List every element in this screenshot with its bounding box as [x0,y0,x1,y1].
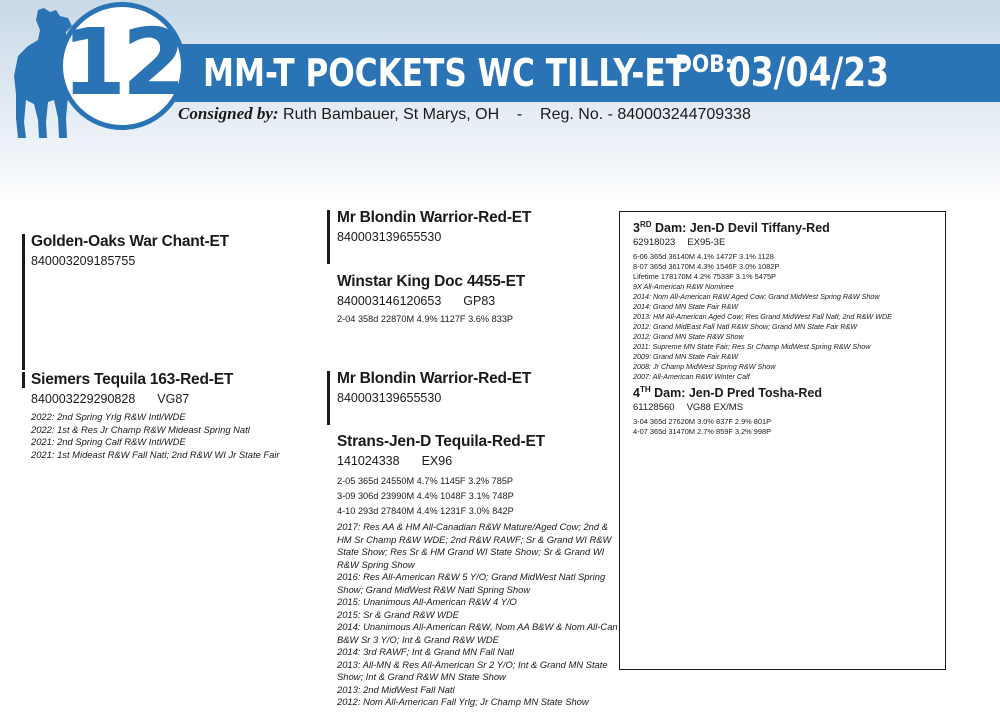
fourth-dam-name [633,385,822,400]
dam-block [31,371,280,461]
production-record: Lifetime 178170M 4.2% 7533F 3.1% 5475P [633,272,776,282]
paternal-grandsire-bracket [327,210,330,264]
award-line: 2013: 2nd MidWest Fall Natl [337,683,455,695]
award-line: 2013: All-MN & Res All-American Sr 2 Y/O; Int & Grand MN State Show; Int & Grand R&W MN State Show [337,658,608,682]
dam-reg [31,392,280,406]
third-dam-block [633,220,892,382]
paternal-grandsire-name: Mr Blondin Warrior-Red-ET [337,209,532,226]
award-line: 2011: Supreme MN State Fair; Res Sr Champ MidWest Spring R&W Show [633,342,871,352]
award-line: 2014: 3rd RAWF; Int & Grand MN Fall Natl [337,646,514,657]
award-line: 2021: 2nd Spring Calf R&W Intl/WDE [31,436,186,447]
maternal-granddam-name: Strans-Jen-D Tequila-Red-ET [337,433,545,450]
award-line: 2008: Jr Champ MidWest Spring R&W Show [633,362,776,372]
third-dam-score: EX95-3E [687,237,726,249]
paternal-granddam-name: Winstar King Doc 4455-ET [337,273,525,290]
paternal-granddam-score: GP83 [463,294,496,308]
consigned-label: Consigned by: [178,104,279,123]
third-dam-name [633,220,892,235]
fourth-dam-reg [633,402,822,413]
maternal-grandsire-bracket [327,371,330,425]
consignor-line [178,104,751,124]
maternal-grandsire-block [337,370,531,405]
maternal-granddam-reg [337,454,619,468]
maternal-grandsire-name: Mr Blondin Warrior-Red-ET [337,370,532,387]
maternal-granddam-awards [337,521,619,709]
production-record: 3-04 365d 27620M 3.0% 837F 2.9% 801P [633,417,772,427]
maternal-granddam-score: EX96 [421,454,453,468]
third-dam-reg-number: 62918023 [633,237,676,249]
dam-name: Siemers Tequila 163-Red-ET [31,371,234,388]
paternal-grandsire-reg: 840003139655530 [337,230,442,244]
third-dam-label: Dam: [651,221,690,236]
paternal-grandsire-block [337,209,531,244]
third-dam-name-text: Jen-D Devil Tiffany-Red [689,221,830,236]
production-record: 6-06 365d 36140M 4.1% 1472F 3.1% 1128 [633,252,774,262]
dam-bracket [22,372,25,388]
award-line: 2007: All-American R&W Winter Calf [633,372,750,382]
consignor-name: Ruth Bambauer, St Marys, OH [283,106,500,123]
dob-label: DOB: [675,50,733,78]
sire-reg: 840003209185755 [31,254,136,268]
production-record: 4-10 293d 27840M 4.4% 1231F 3.0% 842P [337,506,514,516]
award-line: 2022: 2nd Spring Yrlg R&W Intl/WDE [31,411,186,422]
fourth-dam-ordinal-suffix: TH [639,385,651,394]
reg-number: 840003244709338 [617,106,751,123]
maternal-grandsire-reg: 840003139655530 [337,391,442,405]
animal-name: MM-T POCKETS WC TILLY-ET [203,51,687,95]
award-line: 9X All-American R&W Nominee [633,282,734,292]
award-line: 2012: Grand MN State R&W Show [633,332,744,342]
paternal-granddam-block [337,273,525,327]
award-line: 2015: Unanimous All-American R&W 4 Y/O [337,596,517,607]
award-line: 2012: Grand MidEast Fall Natl R&W Show; Grand MN State Fair R&W [633,322,858,332]
production-record: 2-04 358d 22870M 4.9% 1127F 3.6% 833P [337,314,514,324]
fourth-dam-reg-number: 61128560 [633,402,675,414]
maternal-granddam-records [337,474,619,519]
award-line: 2012: Nom All-American Fall Yrlg; Jr Champ MN State Show [337,696,589,707]
extended-dams-box [619,211,946,670]
third-dam-reg [633,237,892,248]
maternal-granddam-reg-number: 141024338 [337,454,400,468]
award-line: 2017: Res AA & HM All-Canadian R&W Mature/Aged Cow; 2nd & HM Sr Champ R&W WDE; 2nd R&W RAWF; Sr & Grand WI R&W State Show; Res Sr & HM Grand WI State Show; Sr & Grand WI R&W Spring Show [337,521,612,570]
fourth-dam-name-text: Jen-D Pred Tosha-Red [688,386,822,401]
third-dam-ordinal: 3 [633,221,640,236]
fourth-dam-ordinal: 4 [633,386,640,401]
award-line: 2009: Grand MN State Fair R&W [633,352,739,362]
award-line: 2014: Unanimous All-American R&W, Nom AA B&W & Nom All-Can B&W Sr 3 Y/O; Int & Grand R&W WDE [337,621,618,645]
fourth-dam-score: VG88 EX/MS [686,402,744,414]
award-line: 2021: 1st Mideast R&W Fall Natl; 2nd R&W WI Jr State Fair [31,448,280,460]
sire-name: Golden-Oaks War Chant-ET [31,233,229,250]
award-line: 2014: Nom All-American R&W Aged Cow; Grand MidWest Spring R&W Show [633,292,880,302]
lot-number: 12 [61,9,183,116]
dob-value: 03/04/23 [728,50,889,96]
third-dam-ordinal-suffix: RD [639,220,652,229]
dam-reg-number: 840003229290828 [31,392,136,406]
award-line: 2014: Grand MN State Fair R&W [633,302,739,312]
award-line: 2013: HM All-American Aged Cow; Res Grand MidWest Fall Natl; 2nd R&W WDE [633,312,892,322]
production-record: 4-07 365d 31470M 2.7% 859F 3.2% 998P [633,427,772,437]
reg-label: Reg. No. - [540,106,618,123]
fourth-dam-label: Dam: [650,386,689,401]
award-line: 2022: 1st & Res Jr Champ R&W Mideast Spring Natl [31,423,250,435]
separator: - [516,106,523,123]
sire-block [31,233,229,268]
maternal-granddam-block [337,433,619,709]
production-record: 8-07 365d 36170M 4.3% 1546F 3.0% 1082P [633,262,780,272]
paternal-granddam-reg-number: 840003146120653 [337,294,442,308]
dam-score: VG87 [157,392,190,406]
fourth-dam-block [633,385,822,437]
award-line: 2016: Res All-American R&W 5 Y/O; Grand MidWest Natl Spring Show; Grand MidWest R&W Natl Spring Show [337,571,606,595]
award-line: 2015: Sr & Grand R&W WDE [337,608,459,620]
sire-bracket [22,234,25,370]
dam-awards [31,411,280,461]
production-record: 2-05 365d 24550M 4.7% 1145F 3.2% 785P [337,476,514,486]
paternal-granddam-reg [337,294,525,308]
production-record: 3-09 306d 23990M 4.4% 1048F 3.1% 748P [337,491,514,501]
